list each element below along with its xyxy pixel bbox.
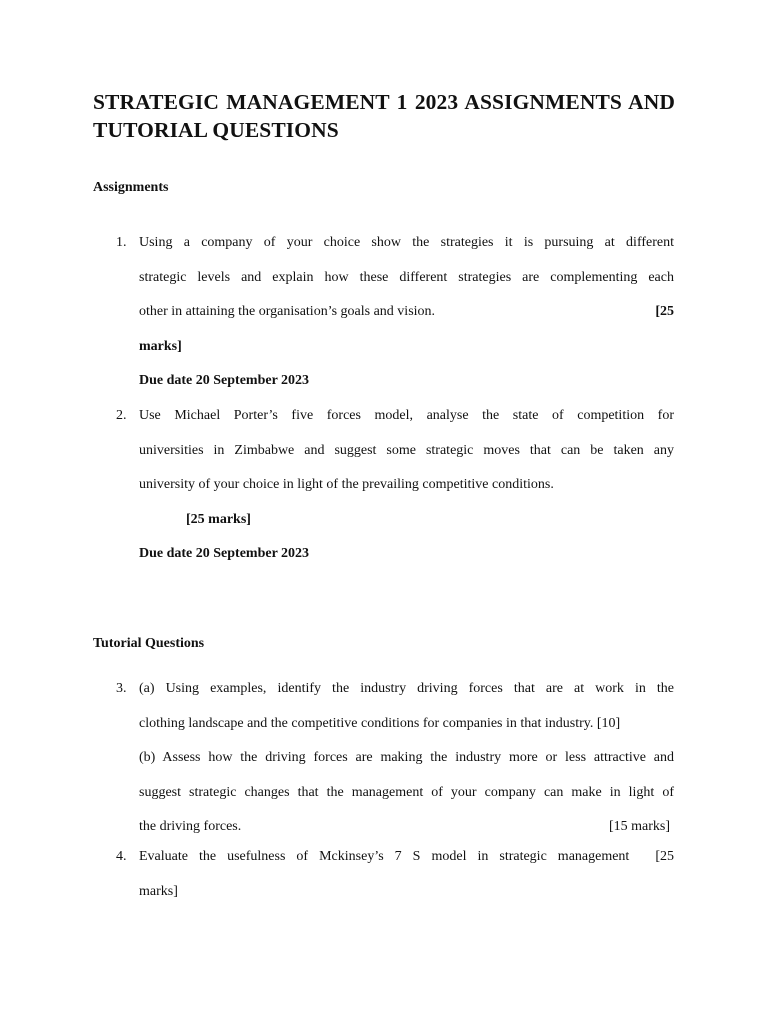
question-1-line: Using a company of your choice show the strategies it is pursuing at different (139, 235, 674, 250)
question-1-line: strategic levels and explain how these different strategies are complementing each (139, 269, 674, 285)
question-2-line: universities in Zimbabwe and suggest some strategic moves that can be taken any (139, 442, 674, 458)
question-3a-line: (a) Using examples, identify the industry driving forces that are at work in the (139, 681, 674, 696)
question-4 (139, 840, 674, 909)
question-4-marks-cont: marks] (139, 883, 178, 899)
question-2-marks: [25 marks] (186, 511, 251, 527)
question-2-line: Use Michael Porter’s five forces model, analyse the state of competition for (139, 408, 674, 423)
section-heading-tutorial: Tutorial Questions (93, 636, 205, 651)
question-1-marks-cont: marks] (139, 338, 182, 354)
question-2-line: university of your choice in light of the prevailing competitive conditions. (139, 477, 554, 492)
document-title: STRATEGIC MANAGEMENT 1 2023 ASSIGNMENTS AND TUTORIAL QUESTIONS (93, 90, 675, 142)
question-1-marks: [25 (655, 304, 674, 319)
question-3 (139, 672, 674, 845)
question-4-marks: [25 (655, 849, 674, 864)
question-number: 2. (116, 408, 127, 423)
question-number: 4. (116, 849, 127, 864)
question-1-text: other in attaining the organisation’s goals and vision. (139, 304, 436, 319)
question-1 (139, 226, 674, 399)
question-3b-line: suggest strategic changes that the management of your company can make in light of (139, 784, 674, 800)
question-1-line (139, 295, 674, 330)
question-2-due-date: Due date 20 September 2023 (139, 546, 310, 561)
question-4-text: Evaluate the usefulness of Mckinsey’s 7 S model in strategic management (139, 849, 630, 864)
question-3b-line: (b) Assess how the driving forces are making the industry more or less attractive and (139, 750, 674, 765)
question-3b-text: the driving forces. (139, 819, 242, 834)
section-heading-assignments: Assignments (93, 180, 169, 195)
question-2 (139, 399, 674, 572)
question-4-line (139, 840, 674, 875)
question-3b-marks: [15 marks] (608, 819, 670, 834)
question-number: 1. (116, 235, 127, 250)
question-1-due-date: Due date 20 September 2023 (139, 373, 310, 388)
question-number: 3. (116, 681, 127, 696)
question-3a-line: clothing landscape and the competitive conditions for companies in that industry. [10] (139, 715, 621, 731)
